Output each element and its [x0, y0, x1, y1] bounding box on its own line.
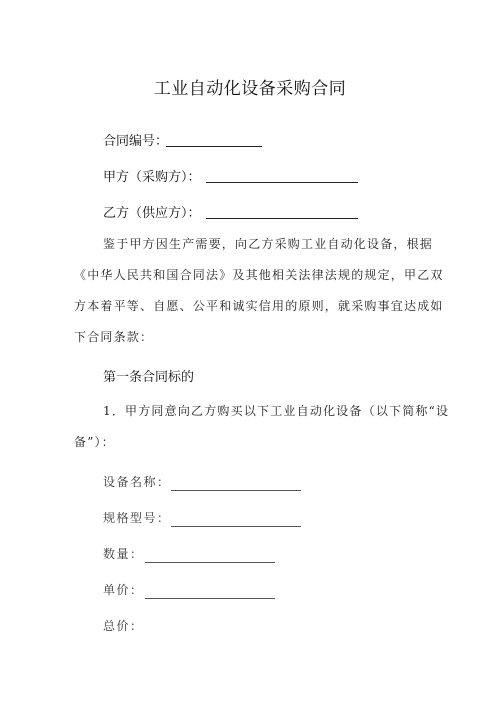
equipment-name-label: 设备名称： [103, 475, 171, 489]
total-price-label: 总价： [103, 619, 144, 633]
contract-number-label: 合同编号： [103, 134, 169, 149]
intro-line-4: 下合同条款： [74, 330, 154, 344]
quantity-label: 数量： [103, 547, 144, 561]
party-a-blank[interactable] [206, 182, 358, 183]
party-b-label: 乙方（供应方）： [103, 206, 201, 221]
contract-number-blank[interactable] [166, 146, 262, 147]
clause-1-line-2: 备”）： [74, 435, 115, 449]
document-title: 工业自动化设备采购合同 [153, 79, 347, 99]
spec-model-blank[interactable] [171, 526, 301, 527]
party-a-label: 甲方（采购方）： [103, 170, 201, 185]
unit-price-blank[interactable] [145, 598, 275, 599]
quantity-blank[interactable] [145, 562, 275, 563]
clause-1-line-1: 1．甲方同意向乙方购买以下工业自动化设备（以下简称“设 [103, 404, 450, 418]
article-1-heading: 第一条合同标的 [103, 370, 195, 385]
intro-line-1: 鉴于甲方因生产需要，向乙方采购工业自动化设备，根据 [103, 237, 434, 251]
unit-price-label: 单价： [103, 583, 144, 597]
spec-model-label: 规格型号： [103, 511, 171, 525]
intro-line-2: 《中华人民共和国合同法》及其他相关法律法规的规定，甲乙双 [74, 268, 444, 282]
intro-line-3: 方本着平等、自愿、公平和诚实信用的原则，就采购事宜达成如 [74, 299, 444, 313]
party-b-blank[interactable] [206, 218, 358, 219]
equipment-name-blank[interactable] [171, 490, 301, 491]
